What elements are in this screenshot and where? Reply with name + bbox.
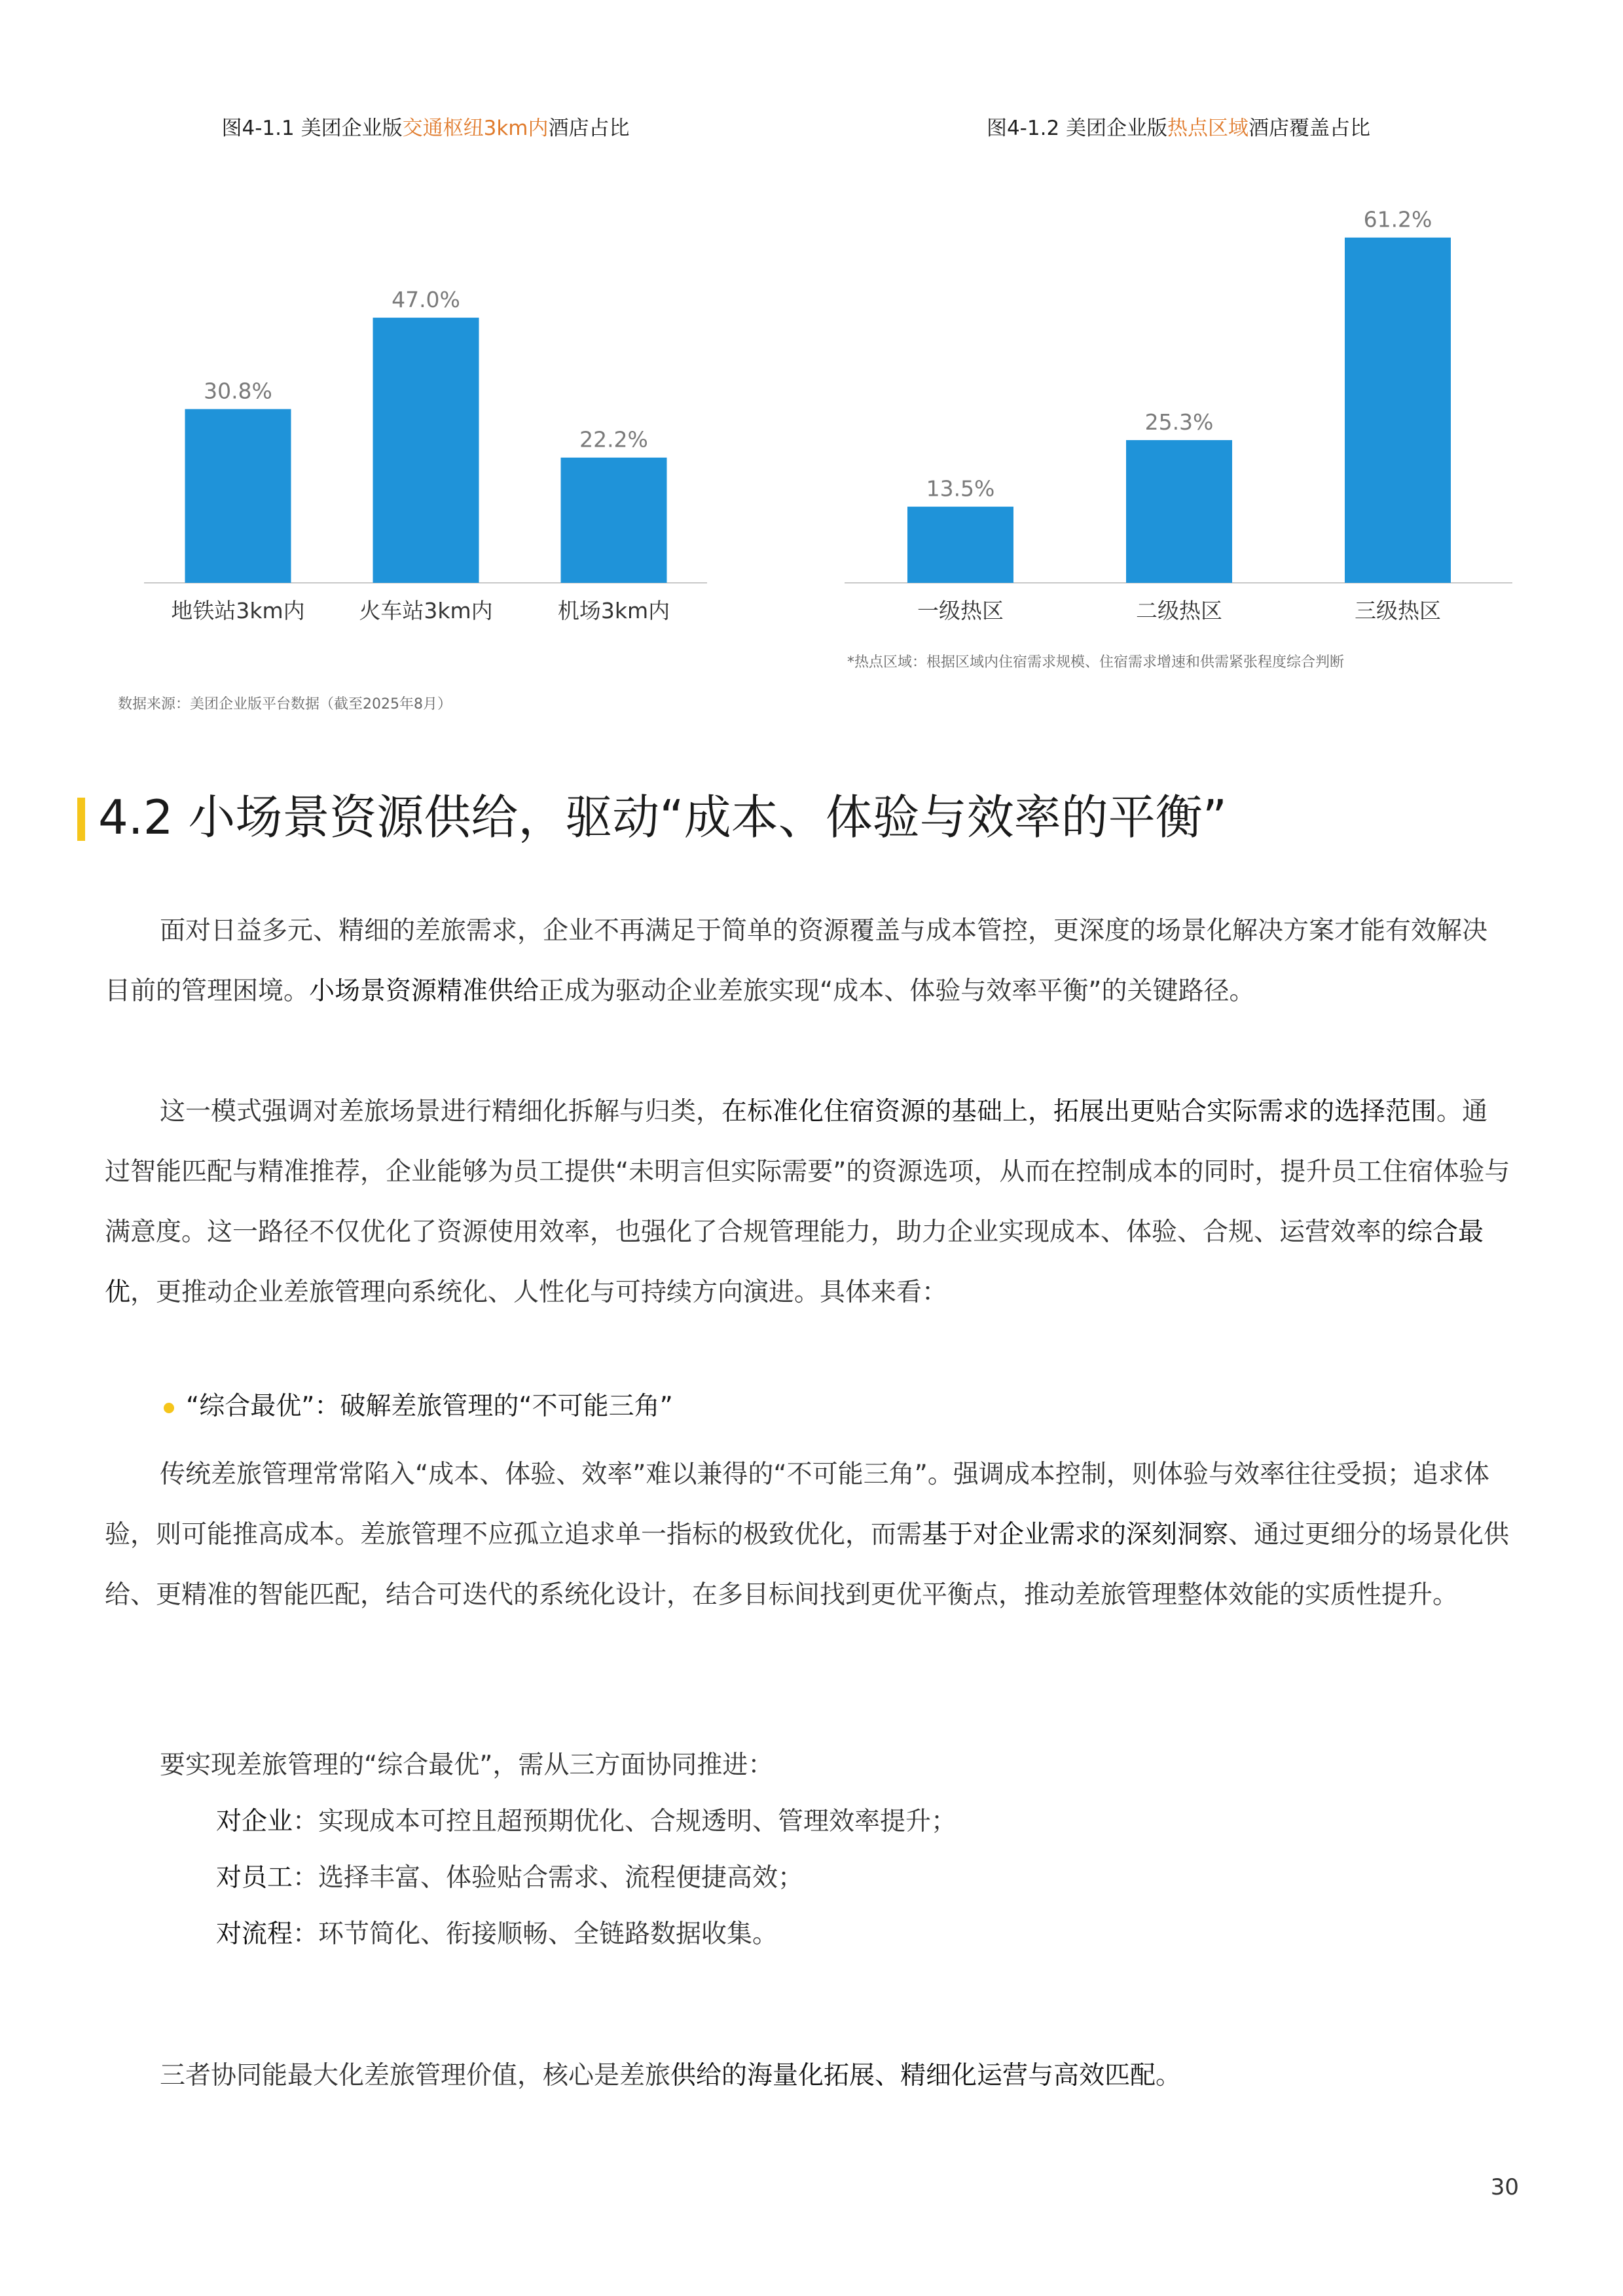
chart1-plot (144, 151, 707, 648)
paragraph-4: 要实现差旅管理的“综合最优”，需从三方面协同推进： (160, 1750, 774, 1780)
category-label-1: 一级热区 (917, 598, 1004, 623)
paragraph-2 (105, 1082, 1512, 1323)
bullet-item (164, 1387, 673, 1426)
category-label-1: 地铁站3km内 (171, 598, 305, 623)
row-label: 对流程 (216, 1919, 293, 1949)
chart2-title-highlight: 热点区域 (1167, 117, 1249, 140)
paragraph-5 (160, 2056, 1181, 2096)
chart2-plot (845, 151, 1512, 648)
category-label-2: 火车站3km内 (359, 598, 493, 623)
row-label: 对员工 (216, 1863, 293, 1893)
p2-text-2: 。通过智能匹配与精准推荐，企业能够为员工提供“未明言但实际需要”的资源选项，从而在控制成本的同时，提升员工住宿体验与满意度。这一路径不仅优化了资源使用效率，也强化了合规管理能力，助力企业实现成本、体验、合规、运营效率的 (105, 1097, 1510, 1247)
row-text: ：实现成本可控且超预期优化、合规透明、管理效率提升； (293, 1807, 957, 1836)
section-heading: 4.2 小场景资源供给，驱动“成本、体验与效率的平衡” (98, 790, 1227, 845)
paragraph-3 (105, 1445, 1512, 1625)
p5-emphasis-1: 供给的海量化拓展、精细化运营与高效匹配 (670, 2061, 1156, 2090)
chart2-footnote: *热点区域：根据区域内住宿需求规模、住宿需求增速和供需紧张程度综合判断 (847, 654, 1345, 671)
row-label: 对企业 (216, 1807, 293, 1836)
p5-text-1: 三者协同能最大化差旅管理价值，核心是差旅 (160, 2061, 671, 2090)
bar-1 (185, 409, 291, 583)
p3-text-2: 、通过更细分的场景化供给、更精准的智能匹配，结合可迭代的系统化设计，在多目标间找到更优平衡点，推动差旅管理整体效能的实质性提升。 (105, 1520, 1510, 1610)
bar-3 (1345, 238, 1451, 583)
p2-emphasis-1: 在标准化住宿资源的基础上，拓展出更贴合实际需求的选择范围 (721, 1097, 1437, 1126)
p1-text-1: 面对日益多元、精细的差旅需求，企业不再满足于简单的资源覆盖与成本管控，更深度的场景化解决方案才能有效解决目前的管理困境。 (105, 916, 1488, 1006)
chart1-title (144, 111, 707, 141)
data-label-1: 13.5% (926, 475, 995, 502)
p1-emphasis-1: 小场景资源精准供给 (309, 976, 539, 1006)
p3-emphasis-1: 基于对企业需求的深刻洞察 (922, 1520, 1229, 1549)
bar-1 (907, 507, 1013, 583)
chart2-title-suffix: 酒店覆盖占比 (1249, 117, 1371, 140)
list-row-employee (216, 1859, 803, 1898)
bullet-text: “综合最优”：破解差旅管理的“不可能三角” (186, 1392, 673, 1421)
bullet-dot-icon (164, 1403, 174, 1413)
paragraph-1 (105, 901, 1512, 1022)
p2-emphasis-2: 综合最优 (105, 1217, 1484, 1307)
p2-text-1: 这一模式强调对差旅场景进行精细化拆解与归类， (160, 1097, 722, 1126)
p1-text-2: 正成为驱动企业差旅实现“成本、体验与效率平衡”的关键路径。 (539, 976, 1255, 1006)
data-source-note: 数据来源：美团企业版平台数据（截至2025年8月） (118, 696, 452, 713)
page-number: 30 (1490, 2174, 1519, 2200)
category-label-3: 机场3km内 (557, 598, 670, 623)
data-label-2: 47.0% (392, 287, 460, 313)
data-label-3: 61.2% (1363, 206, 1432, 232)
category-label-3: 三级热区 (1355, 598, 1441, 623)
chart2-title (845, 111, 1512, 141)
row-text: ：选择丰富、体验贴合需求、流程便捷高效； (293, 1863, 804, 1893)
list-row-process (216, 1915, 778, 1954)
p3-text-1: 传统差旅管理常常陷入“成本、体验、效率”难以兼得的“不可能三角”。强调成本控制，则体验与效率往往受损；追求体验，则可能推高成本。差旅管理不应孤立追求单一指标的极致优化，而需 (105, 1460, 1489, 1549)
list-row-enterprise (216, 1802, 957, 1842)
bar-2 (373, 318, 479, 583)
p5-text-2: 。 (1156, 2061, 1182, 2090)
chart1-title-highlight: 交通枢纽3km内 (402, 117, 549, 140)
row-text: ：环节简化、衔接顺畅、全链路数据收集。 (293, 1919, 778, 1949)
bar-3 (561, 458, 667, 583)
chart1-title-suffix: 酒店占比 (548, 117, 630, 140)
data-label-3: 22.2% (579, 426, 648, 453)
chart1-title-prefix: 图4-1.1 美团企业版 (221, 117, 403, 140)
bar-2 (1126, 440, 1232, 583)
p2-text-3: ，更推动企业差旅管理向系统化、人性化与可持续方向演进。具体来看： (130, 1278, 948, 1307)
data-label-1: 30.8% (204, 378, 272, 404)
heading-accent-bar (77, 798, 85, 841)
data-label-2: 25.3% (1144, 409, 1214, 435)
category-label-2: 二级热区 (1136, 598, 1222, 623)
chart2-title-prefix: 图4-1.2 美团企业版 (986, 117, 1168, 140)
